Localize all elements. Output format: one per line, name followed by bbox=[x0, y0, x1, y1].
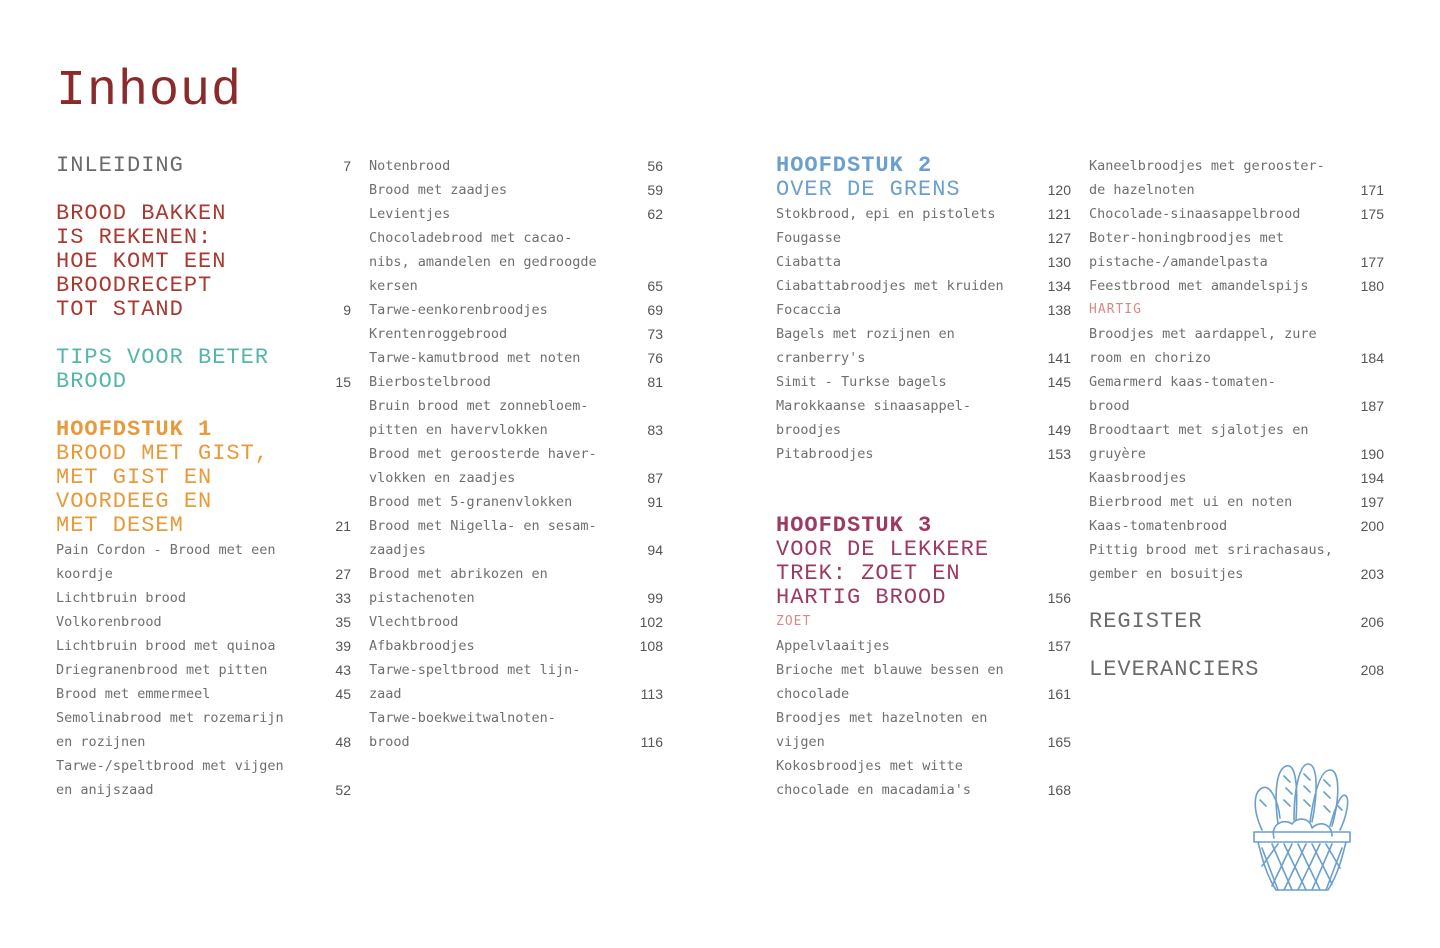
toc-entry-line bbox=[369, 226, 663, 250]
toc-entry-line bbox=[776, 250, 1071, 274]
heading-text: BROOD bbox=[56, 369, 128, 394]
page-number: 69 bbox=[647, 302, 663, 318]
heading-text: BROODRECEPT bbox=[56, 273, 213, 298]
entry-text: Tarwe-boekweitwalnoten- bbox=[369, 710, 556, 726]
page-number: 99 bbox=[647, 590, 663, 606]
toc-entry-line bbox=[1089, 250, 1384, 274]
page-number: 145 bbox=[1047, 374, 1071, 390]
page-number: 65 bbox=[647, 278, 663, 294]
page-number: 91 bbox=[647, 494, 663, 510]
entry-text: broodjes bbox=[776, 422, 842, 438]
page-number: 102 bbox=[639, 614, 663, 630]
brood-bakken-heading-line bbox=[56, 202, 351, 226]
register-heading-line bbox=[1089, 610, 1384, 634]
toc-entry-line bbox=[369, 250, 663, 274]
toc-entry-line bbox=[776, 274, 1071, 298]
entry-text: brood bbox=[369, 734, 410, 750]
hoofdstuk-2-heading-line bbox=[776, 178, 1071, 202]
entry-text: Notenbrood bbox=[369, 158, 451, 174]
toc-entry-line bbox=[369, 442, 663, 466]
page-number: 156 bbox=[1047, 590, 1071, 606]
hoofdstuk-1-heading-line bbox=[56, 466, 351, 490]
hoofdstuk-3-heading-line bbox=[776, 538, 1071, 562]
entry-text: chocolade en macadamia's bbox=[776, 782, 972, 798]
toc-entry-line bbox=[1089, 346, 1384, 370]
entry-text: Kokosbroodjes met witte bbox=[776, 758, 963, 774]
toc-entry-line bbox=[776, 682, 1071, 706]
entry-text: Boter-honingbroodjes met bbox=[1089, 230, 1285, 246]
entry-text: Chocoladebrood met cacao- bbox=[369, 230, 573, 246]
page-number: 134 bbox=[1047, 278, 1071, 294]
page-number: 175 bbox=[1360, 206, 1384, 222]
toc-entry-line bbox=[776, 226, 1071, 250]
toc-entry-line bbox=[369, 466, 663, 490]
toc-entry-line bbox=[776, 346, 1071, 370]
entry-text: Semolinabrood met rozemarijn bbox=[56, 710, 284, 726]
entry-text: gember en bosuitjes bbox=[1089, 566, 1244, 582]
entry-text: Kaas-tomatenbrood bbox=[1089, 518, 1228, 534]
toc-entry-line bbox=[776, 442, 1071, 466]
page-number: 7 bbox=[343, 158, 351, 174]
toc-entry-line bbox=[776, 322, 1071, 346]
toc-entry-line bbox=[1089, 178, 1384, 202]
hoofdstuk-1-heading-line bbox=[56, 490, 351, 514]
entry-text: en rozijnen bbox=[56, 734, 146, 750]
hoofdstuk-1-heading-line bbox=[56, 514, 351, 538]
entry-text: Bierbrood met ui en noten bbox=[1089, 494, 1293, 510]
page-number: 194 bbox=[1360, 470, 1384, 486]
entry-text: Brood met abrikozen en bbox=[369, 566, 548, 582]
toc-entry-line bbox=[1089, 226, 1384, 250]
page-number: 187 bbox=[1360, 398, 1384, 414]
hoofdstuk-2-number bbox=[776, 154, 1071, 178]
toc-entry-line bbox=[369, 322, 663, 346]
entry-text: Stokbrood, epi en pistolets bbox=[776, 206, 996, 222]
entry-text: Broodtaart met sjalotjes en bbox=[1089, 422, 1309, 438]
brood-bakken-heading-line bbox=[56, 250, 351, 274]
toc-entry-line bbox=[1089, 442, 1384, 466]
toc-entry-line bbox=[56, 610, 351, 634]
entry-text: cranberry's bbox=[776, 350, 866, 366]
brood-bakken-heading-line bbox=[56, 274, 351, 298]
entry-text: nibs, amandelen en gedroogde bbox=[369, 254, 597, 270]
toc-entry-line bbox=[776, 658, 1071, 682]
page-number: 27 bbox=[335, 566, 351, 582]
page-number: 141 bbox=[1047, 350, 1071, 366]
toc-entry-line bbox=[369, 634, 663, 658]
toc-entry-line bbox=[776, 634, 1071, 658]
toc-entry-line bbox=[1089, 154, 1384, 178]
toc-column-4 bbox=[1089, 154, 1384, 682]
entry-text: Kaneelbroodjes met gerooster- bbox=[1089, 158, 1325, 174]
spacer bbox=[776, 490, 1071, 514]
spacer bbox=[56, 394, 351, 418]
entry-text: kersen bbox=[369, 278, 418, 294]
heading-text: TIPS VOOR BETER bbox=[56, 345, 270, 370]
toc-entry-line bbox=[369, 274, 663, 298]
entry-text: vlokken en zaadjes bbox=[369, 470, 516, 486]
toc-entry-line bbox=[776, 370, 1071, 394]
toc-column-1 bbox=[56, 154, 351, 802]
heading-text: MET GIST EN bbox=[56, 465, 213, 490]
entry-text: en anijszaad bbox=[56, 782, 154, 798]
heading-text: OVER DE GRENS bbox=[776, 177, 961, 202]
toc-entry-line bbox=[369, 490, 663, 514]
toc-column-3 bbox=[776, 154, 1071, 802]
entry-text: Fougasse bbox=[776, 230, 842, 246]
entry-text: Ciabattabroodjes met kruiden bbox=[776, 278, 1004, 294]
toc-entry-line bbox=[1089, 514, 1384, 538]
toc-entry-line bbox=[369, 538, 663, 562]
toc-entry-line bbox=[56, 706, 351, 730]
toc-entry-line bbox=[56, 658, 351, 682]
spacer bbox=[1089, 634, 1384, 658]
toc-entry-line bbox=[1089, 322, 1384, 346]
page-number: 76 bbox=[647, 350, 663, 366]
page-number: 206 bbox=[1360, 614, 1384, 630]
entry-text: vijgen bbox=[776, 734, 825, 750]
toc-entry-line bbox=[369, 178, 663, 202]
entry-text: Brood met emmermeel bbox=[56, 686, 211, 702]
bread-basket-icon bbox=[1248, 758, 1356, 898]
entry-text: Brood met geroosterde haver- bbox=[369, 446, 597, 462]
toc-entry-line bbox=[369, 298, 663, 322]
page-number: 33 bbox=[335, 590, 351, 606]
leveranciers-heading-line bbox=[1089, 658, 1384, 682]
entry-text: koordje bbox=[56, 566, 113, 582]
page-number: 9 bbox=[343, 302, 351, 318]
hoofdstuk-1-heading-line bbox=[56, 442, 351, 466]
page-number: 157 bbox=[1047, 638, 1071, 654]
toc-entry-line bbox=[56, 538, 351, 562]
heading-text: HARTIG BROOD bbox=[776, 585, 947, 610]
page-number: 39 bbox=[335, 638, 351, 654]
entry-text: Chocolade-sinaasappelbrood bbox=[1089, 206, 1301, 222]
entry-text: gruyère bbox=[1089, 446, 1146, 462]
toc-entry-line bbox=[1089, 418, 1384, 442]
entry-text: Bruin brood met zonnebloem- bbox=[369, 398, 589, 414]
heading-text: VOOR DE LEKKERE bbox=[776, 537, 990, 562]
spacer bbox=[1089, 586, 1384, 610]
toc-entry-line bbox=[369, 514, 663, 538]
entry-text: Broodjes met aardappel, zure bbox=[1089, 326, 1317, 342]
entry-text: Volkorenbrood bbox=[56, 614, 162, 630]
entry-text: Tarwe-kamutbrood met noten bbox=[369, 350, 581, 366]
toc-entry-line bbox=[1089, 490, 1384, 514]
toc-entry-line bbox=[1089, 370, 1384, 394]
entry-text: Vlechtbrood bbox=[369, 614, 459, 630]
toc-entry-line bbox=[56, 730, 351, 754]
toc-entry-line bbox=[776, 730, 1071, 754]
heading-text: IS REKENEN: bbox=[56, 225, 213, 250]
entry-text: Focaccia bbox=[776, 302, 842, 318]
page-number: 203 bbox=[1360, 566, 1384, 582]
entry-text: Brioche met blauwe bessen en bbox=[776, 662, 1004, 678]
toc-entry-line bbox=[776, 298, 1071, 322]
heading-text: TOT STAND bbox=[56, 297, 184, 322]
tips-heading-line bbox=[56, 346, 351, 370]
entry-text: Gemarmerd kaas-tomaten- bbox=[1089, 374, 1276, 390]
entry-text: Feestbrood met amandelspijs bbox=[1089, 278, 1309, 294]
inleiding-heading-line bbox=[56, 154, 351, 178]
entry-text: Tarwe-eenkorenbroodjes bbox=[369, 302, 548, 318]
page-number: 149 bbox=[1047, 422, 1071, 438]
page-number: 180 bbox=[1360, 278, 1384, 294]
toc-entry-line bbox=[1089, 562, 1384, 586]
entry-text: zaad bbox=[369, 686, 402, 702]
brood-bakken-heading-line bbox=[56, 298, 351, 322]
entry-text: Kaasbroodjes bbox=[1089, 470, 1187, 486]
heading-text: BROOD BAKKEN bbox=[56, 201, 227, 226]
toc-entry-line bbox=[369, 658, 663, 682]
entry-text: Pitabroodjes bbox=[776, 446, 874, 462]
heading-text: VOORDEEG EN bbox=[56, 489, 213, 514]
entry-text: zaadjes bbox=[369, 542, 426, 558]
entry-text: Marokkaanse sinaasappel- bbox=[776, 398, 972, 414]
page-number: 59 bbox=[647, 182, 663, 198]
toc-entry-line bbox=[369, 394, 663, 418]
page-number: 177 bbox=[1360, 254, 1384, 270]
brood-bakken-heading-line bbox=[56, 226, 351, 250]
page-number: 62 bbox=[647, 206, 663, 222]
toc-entry-line bbox=[369, 202, 663, 226]
page-number: 94 bbox=[647, 542, 663, 558]
toc-entry-line bbox=[369, 682, 663, 706]
page-number: 127 bbox=[1047, 230, 1071, 246]
chapter-number: HOOFDSTUK 1 bbox=[56, 417, 213, 442]
hoofdstuk-3-heading-line bbox=[776, 562, 1071, 586]
entry-text: Simit - Turkse bagels bbox=[776, 374, 947, 390]
entry-text: Bagels met rozijnen en bbox=[776, 326, 955, 342]
entry-text: pitten en havervlokken bbox=[369, 422, 548, 438]
page-number: 165 bbox=[1047, 734, 1071, 750]
entry-text: Pain Cordon - Brood met een bbox=[56, 542, 276, 558]
toc-entry-line bbox=[56, 586, 351, 610]
chapter-number: HOOFDSTUK 3 bbox=[776, 513, 933, 538]
entry-text: chocolade bbox=[776, 686, 850, 702]
page-number: 153 bbox=[1047, 446, 1071, 462]
toc-entry-line bbox=[369, 706, 663, 730]
page-number: 108 bbox=[639, 638, 663, 654]
entry-text: pistache-/amandelpasta bbox=[1089, 254, 1268, 270]
page-number: 52 bbox=[335, 782, 351, 798]
heading-text: BROOD MET GIST, bbox=[56, 441, 270, 466]
page-number: 21 bbox=[335, 518, 351, 534]
page-number: 168 bbox=[1047, 782, 1071, 798]
page-number: 184 bbox=[1360, 350, 1384, 366]
spacer bbox=[56, 322, 351, 346]
toc-entry-line bbox=[56, 754, 351, 778]
entry-text: Ciabatta bbox=[776, 254, 842, 270]
entry-text: Brood met zaadjes bbox=[369, 182, 508, 198]
toc-entry-line bbox=[369, 586, 663, 610]
heading-text: TREK: ZOET EN bbox=[776, 561, 961, 586]
toc-entry-line bbox=[1089, 538, 1384, 562]
entry-text: pistachenoten bbox=[369, 590, 475, 606]
toc-entry-line bbox=[1089, 394, 1384, 418]
entry-text: Tarwe-speltbrood met lijn- bbox=[369, 662, 581, 678]
toc-entry-line bbox=[369, 370, 663, 394]
page-number: 116 bbox=[640, 734, 663, 750]
toc-entry-line bbox=[369, 154, 663, 178]
heading-text: LEVERANCIERS bbox=[1089, 657, 1260, 682]
toc-entry-line bbox=[776, 778, 1071, 802]
entry-text: Brood met Nigella- en sesam- bbox=[369, 518, 597, 534]
entry-text: Lichtbruin brood met quinoa bbox=[56, 638, 276, 654]
page-number: 15 bbox=[335, 374, 351, 390]
page-number: 83 bbox=[647, 422, 663, 438]
entry-text: Bierbostelbrood bbox=[369, 374, 491, 390]
page-number: 171 bbox=[1360, 182, 1384, 198]
hoofdstuk-1-number bbox=[56, 418, 351, 442]
toc-entry-line bbox=[369, 418, 663, 442]
page-number: 138 bbox=[1047, 302, 1071, 318]
hoofdstuk-3-heading-line bbox=[776, 586, 1071, 610]
entry-text: Krentenroggebrood bbox=[369, 326, 508, 342]
entry-text: Afbakbroodjes bbox=[369, 638, 475, 654]
tips-heading-line bbox=[56, 370, 351, 394]
toc-entry-line bbox=[369, 562, 663, 586]
page-number: 120 bbox=[1047, 182, 1071, 198]
page-number: 130 bbox=[1047, 254, 1071, 270]
entry-text: Levientjes bbox=[369, 206, 451, 222]
toc-entry-line bbox=[776, 706, 1071, 730]
entry-text: Tarwe-/speltbrood met vijgen bbox=[56, 758, 284, 774]
toc-entry-line bbox=[776, 754, 1071, 778]
entry-text: de hazelnoten bbox=[1089, 182, 1195, 198]
entry-text: Pittig brood met srirachasaus, bbox=[1089, 542, 1333, 558]
entry-text: Brood met 5-granenvlokken bbox=[369, 494, 573, 510]
entry-text: Lichtbruin brood bbox=[56, 590, 187, 606]
page-number: 35 bbox=[335, 614, 351, 630]
page-number: 56 bbox=[647, 158, 663, 174]
toc-entry-line bbox=[56, 634, 351, 658]
toc-entry-line bbox=[776, 418, 1071, 442]
page-number: 190 bbox=[1360, 446, 1384, 462]
page-number: 48 bbox=[335, 734, 351, 750]
toc-entry-line bbox=[1089, 202, 1384, 226]
entry-text: Broodjes met hazelnoten en bbox=[776, 710, 988, 726]
toc-entry-line bbox=[1089, 466, 1384, 490]
toc-entry-line bbox=[56, 562, 351, 586]
page-number: 113 bbox=[640, 686, 663, 702]
page-number: 73 bbox=[647, 326, 663, 342]
page-number: 200 bbox=[1360, 518, 1384, 534]
page-number: 197 bbox=[1360, 494, 1384, 510]
toc-entry-line bbox=[56, 682, 351, 706]
entry-text: room en chorizo bbox=[1089, 350, 1211, 366]
spacer bbox=[776, 466, 1071, 490]
heading-text: INLEIDING bbox=[56, 153, 184, 178]
heading-text: MET DESEM bbox=[56, 513, 184, 538]
toc-entry-line bbox=[369, 730, 663, 754]
page-number: 81 bbox=[647, 374, 663, 390]
toc-entry-line bbox=[56, 778, 351, 802]
hoofdstuk-3-number bbox=[776, 514, 1071, 538]
heading-text: REGISTER bbox=[1089, 609, 1203, 634]
heading-text: HOE KOMT EEN bbox=[56, 249, 227, 274]
toc-entry-line bbox=[1089, 274, 1384, 298]
entry-text: Driegranenbrood met pitten bbox=[56, 662, 268, 678]
page-title: Inhoud bbox=[56, 63, 243, 120]
toc-column-2 bbox=[369, 154, 663, 754]
toc-entry-line bbox=[369, 346, 663, 370]
toc-entry-line bbox=[776, 202, 1071, 226]
toc-entry-line bbox=[369, 610, 663, 634]
page-number: 121 bbox=[1047, 206, 1071, 222]
entry-text: Appelvlaaitjes bbox=[776, 638, 890, 654]
entry-text: brood bbox=[1089, 398, 1130, 414]
page-number: 161 bbox=[1047, 686, 1071, 702]
page-number: 87 bbox=[647, 470, 663, 486]
section-label-zoet: ZOET bbox=[776, 614, 812, 629]
toc-entry-line bbox=[776, 394, 1071, 418]
page-number: 45 bbox=[335, 686, 351, 702]
page-number: 43 bbox=[335, 662, 351, 678]
spacer bbox=[56, 178, 351, 202]
section-label-hartig: HARTIG bbox=[1089, 302, 1142, 317]
page-number: 208 bbox=[1360, 662, 1384, 678]
chapter-number: HOOFDSTUK 2 bbox=[776, 153, 933, 178]
